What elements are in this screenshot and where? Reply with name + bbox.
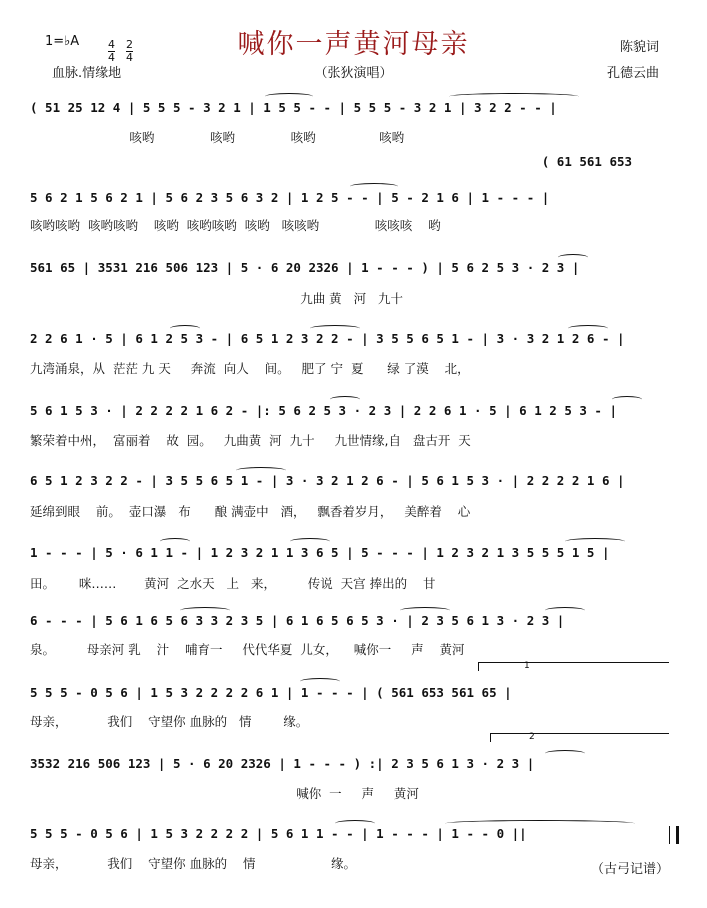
notation-line: 5 5 5 - 0 5 6 | 1 5 3 2 2 2 2 6 1 | 1 - - - | ( 561 653 561 65 | bbox=[30, 685, 512, 700]
album-name: 血脉.情缘地 bbox=[52, 66, 122, 81]
notation-line: 6 5 1 2 3 2 2 - | 3 5 5 6 5 1 - | 3 · 3 2 1 2 6 - | 5 6 1 5 3 · | 2 2 2 2 1 6 | bbox=[30, 473, 625, 488]
notation-line: 561 65 | 3531 216 506 123 | 5 · 6 20 2326 | 1 - - - ) | 5 6 2 5 3 · 2 3 | bbox=[30, 260, 580, 275]
slur-mark bbox=[545, 607, 585, 614]
lyrics-line: 泉。 母亲河 乳 汁 哺育一 代代华夏 儿女， 喊你一 声 黄河 bbox=[30, 642, 465, 657]
slur-mark bbox=[545, 750, 585, 757]
lyrics-line: 田。 咪…… 黄河 之水天 上 来， 传说 天宫 捧出的 甘 bbox=[30, 576, 436, 591]
lyrics-line: 九曲 黄 河 九十 bbox=[30, 291, 404, 306]
lyrics-line: 九湾涌泉，从 茫茫 九 天 奔流 向人 间。 肥了 宁 夏 绿 了漠 北， bbox=[30, 361, 470, 376]
volta-number: 2 bbox=[529, 732, 535, 742]
slur-mark bbox=[350, 183, 398, 190]
slur-mark bbox=[400, 607, 450, 614]
lyrics-line: 延绵到眼 前。 壶口瀑 布 酿 满壶中 酒， 飘香着岁月， 美醉着 心 bbox=[30, 504, 471, 519]
song-title: 喊你一声黄河母亲 bbox=[237, 29, 470, 60]
transcriber-credit: （古弓记谱） bbox=[590, 862, 669, 877]
notation-line: 3532 216 506 123 | 5 · 6 20 2326 | 1 - - - ) :| 2 3 5 6 1 3 · 2 3 | bbox=[30, 756, 535, 771]
slur-mark bbox=[160, 538, 190, 545]
lyrics-line: 母亲， 我们 守望你 血脉的 情 缘。 bbox=[30, 856, 356, 871]
notation-line: 5 6 1 5 3 · | 2 2 2 2 1 6 2 - |: 5 6 2 5 3 · 2 3 | 2 2 6 1 · 5 | 6 1 2 5 3 - | bbox=[30, 403, 617, 418]
time-sig-bottom: 4 bbox=[126, 51, 133, 64]
notation-line: 1 - - - | 5 · 6 1 1 - | 1 2 3 2 1 1 3 6 5 | 5 - - - | 1 2 3 2 1 3 5 5 5 1 5 | bbox=[30, 545, 610, 560]
slur-mark bbox=[445, 820, 635, 827]
volta-number: 1 bbox=[524, 661, 530, 671]
slur-mark bbox=[170, 325, 200, 332]
notation-line: 5 5 5 - 0 5 6 | 1 5 3 2 2 2 2 | 5 6 1 1 - - | 1 - - - | 1 - - 0 || bbox=[30, 826, 527, 841]
notation-line: 2 2 6 1 · 5 | 6 1 2 5 3 - | 6 5 1 2 3 2 2 - | 3 5 5 6 5 1 - | 3 · 3 2 1 2 6 - | bbox=[30, 331, 625, 346]
lyrics-line: 喊你 一 声 黄河 bbox=[30, 786, 419, 801]
time-signature-4-4 bbox=[101, 30, 115, 63]
time-sig-bottom: 4 bbox=[108, 51, 115, 64]
notation-line: 6 - - - | 5 6 1 6 5 6 3 3 2 3 5 | 6 1 6 5 6 5 3 · | 2 3 5 6 1 3 · 2 3 | bbox=[30, 613, 565, 628]
slur-mark bbox=[558, 254, 588, 261]
lyrics-line: 母亲， 我们 守望你 血脉的 情 缘。 bbox=[30, 714, 309, 729]
slur-mark bbox=[565, 538, 625, 545]
time-sig-top: 4 bbox=[108, 38, 115, 51]
singer: （张狄演唱） bbox=[314, 66, 393, 81]
time-sig-top: 2 bbox=[126, 38, 133, 51]
slur-mark bbox=[290, 538, 330, 545]
composer: 孔德云曲 bbox=[606, 66, 659, 81]
slur-mark bbox=[310, 325, 360, 332]
final-barline bbox=[669, 826, 679, 844]
slur-mark bbox=[612, 396, 642, 403]
slur-mark bbox=[330, 396, 360, 403]
time-signature-2-4 bbox=[119, 30, 133, 63]
key-signature: 1=♭A bbox=[45, 34, 80, 49]
lyrics-line: 咳哟 咳哟 咳哟 咳哟 bbox=[30, 130, 405, 145]
slur-mark bbox=[449, 93, 579, 100]
slur-mark bbox=[236, 467, 286, 474]
lyricist: 陈貌词 bbox=[619, 40, 659, 55]
notation-line: ( 61 561 653 bbox=[30, 154, 633, 169]
slur-mark bbox=[335, 820, 375, 827]
notation-line: ( 51 25 12 4 | 5 5 5 - 3 2 1 | 1 5 5 - - | 5 5 5 - 3 2 1 | 3 2 2 - - | bbox=[30, 100, 557, 115]
slur-mark bbox=[300, 678, 340, 685]
lyrics-line: 咳哟咳哟 咳哟咳哟 咳哟 咳哟咳哟 咳哟 咳咳哟 咳咳咳 哟 bbox=[30, 218, 441, 233]
slur-mark bbox=[568, 325, 608, 332]
volta-bracket-2 bbox=[490, 733, 669, 742]
lyrics-line: 繁荣着中州， 富丽着 故 园。 九曲黄 河 九十 九世情缘,自 盘古开 天 bbox=[30, 433, 471, 448]
slur-mark bbox=[265, 93, 313, 100]
volta-bracket-1 bbox=[478, 662, 669, 671]
notation-line: 5 6 2 1 5 6 2 1 | 5 6 2 3 5 6 3 2 | 1 2 5 - - | 5 - 2 1 6 | 1 - - - | bbox=[30, 190, 550, 205]
slur-mark bbox=[180, 607, 230, 614]
